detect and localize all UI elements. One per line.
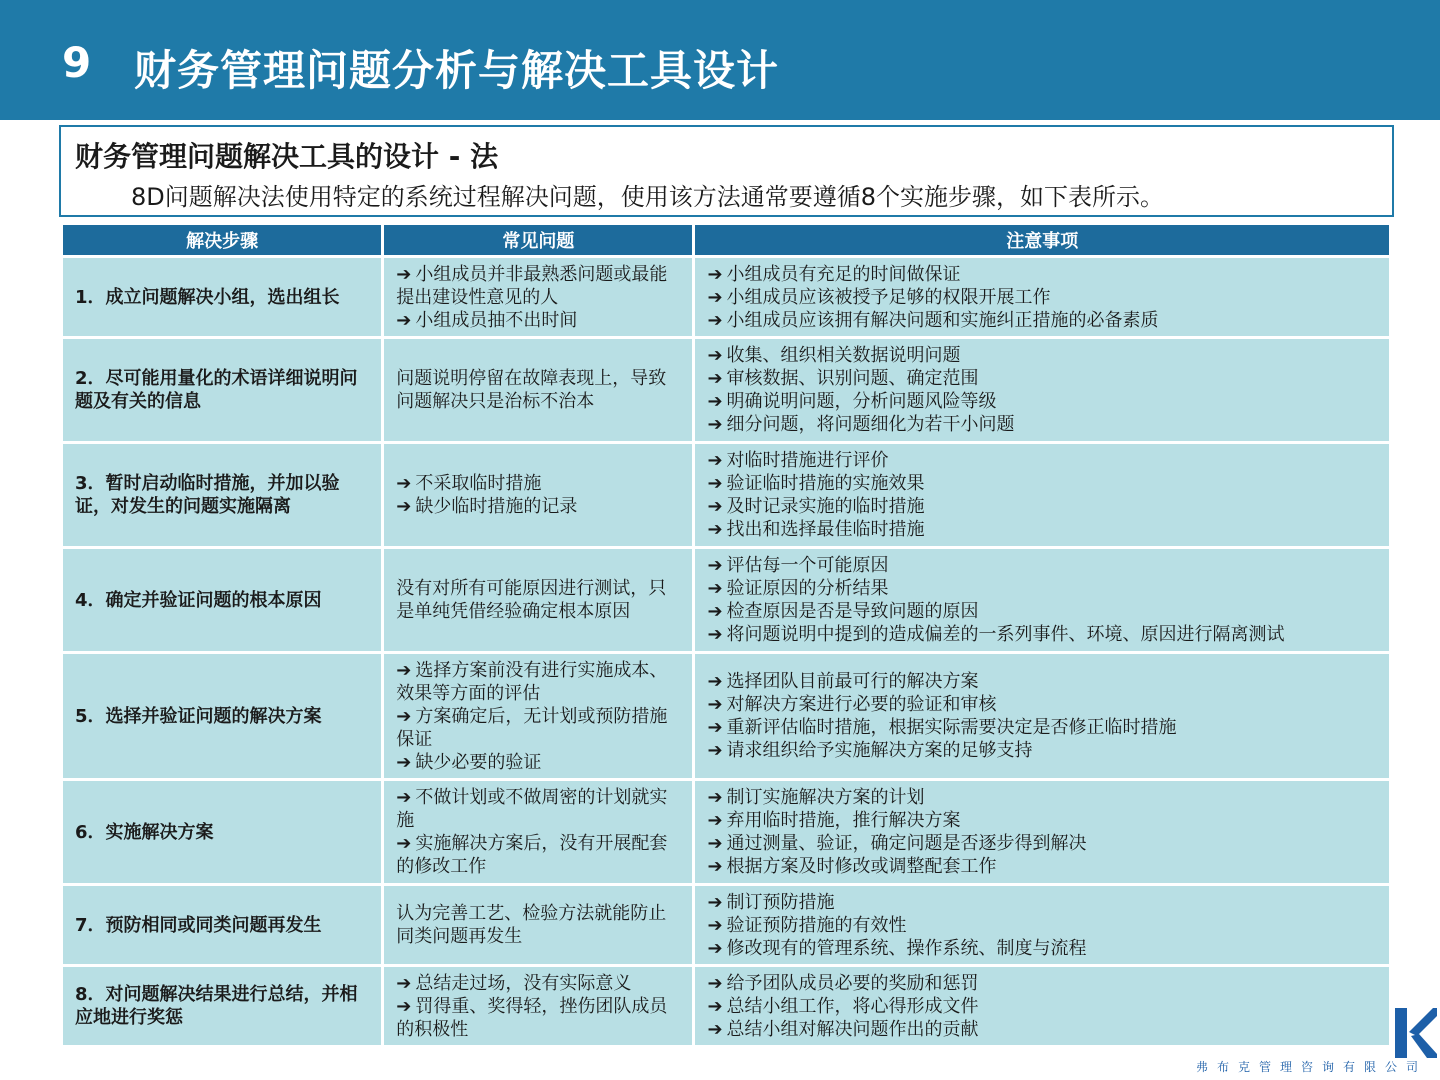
note-item (707, 577, 1377, 600)
note-text: 弃用临时措施，推行解决方案 (726, 810, 961, 831)
arrow-icon: ➔ (707, 473, 723, 494)
step-cell: 8．对问题解决结果进行总结，并相应地进行奖惩 (63, 967, 381, 1045)
note-item (707, 390, 1377, 413)
arrow-icon: ➔ (396, 833, 412, 854)
arrow-icon: ➔ (396, 309, 412, 331)
problem-cell (384, 258, 692, 336)
problem-text: 缺少临时措施的记录 (415, 496, 578, 517)
note-item (707, 554, 1377, 577)
note-text: 找出和选择最佳临时措施 (726, 519, 925, 540)
problem-cell (384, 886, 692, 964)
notes-cell (695, 444, 1389, 546)
column-header-notes: 注意事项 (695, 225, 1389, 255)
note-text: 总结小组对解决问题作出的贡献 (726, 1018, 979, 1040)
note-text: 给予团队成员必要的奖励和惩罚 (726, 972, 979, 994)
intro-text: 8D问题解决法使用特定的系统过程解决问题，使用该方法通常要遵循8个实施步骤，如下表所示。 (131, 183, 1165, 211)
note-item (707, 623, 1377, 646)
arrow-icon: ➔ (707, 810, 723, 831)
problem-item (396, 995, 680, 1041)
arrow-icon: ➔ (707, 309, 723, 331)
arrow-icon: ➔ (707, 787, 723, 808)
note-text: 总结小组工作，将心得形成文件 (726, 995, 979, 1017)
problem-cell (384, 781, 692, 883)
note-item (707, 972, 1377, 995)
column-header-problems: 常见问题 (384, 225, 692, 255)
problem-text: 罚得重、奖得轻，挫伤团队成员的积极性 (396, 995, 668, 1040)
problem-text: 选择方案前没有进行实施成本、效果等方面的评估 (396, 659, 668, 704)
arrow-icon: ➔ (396, 496, 412, 517)
note-item (707, 472, 1377, 495)
arrow-icon: ➔ (707, 601, 723, 622)
problem-cell (384, 654, 692, 778)
notes-cell (695, 339, 1389, 441)
problem-item (396, 786, 680, 832)
step-cell: 6．实施解决方案 (63, 781, 381, 883)
note-item (707, 786, 1377, 809)
arrow-icon: ➔ (707, 391, 723, 412)
arrow-icon: ➔ (707, 414, 723, 435)
notes-cell (695, 258, 1389, 336)
note-text: 细分问题，将问题细化为若干小问题 (726, 414, 1015, 435)
arrow-icon: ➔ (707, 891, 723, 913)
problem-cell (384, 967, 692, 1045)
table-row (63, 654, 1389, 778)
note-item (707, 518, 1377, 541)
note-item (707, 937, 1377, 960)
note-text: 小组成员应该拥有解决问题和实施纠正措施的必备素质 (726, 309, 1159, 331)
note-item (707, 344, 1377, 367)
note-item (707, 914, 1377, 937)
notes-cell (695, 967, 1389, 1045)
table-row (63, 444, 1389, 546)
problem-item (396, 577, 680, 623)
step-cell: 2．尽可能用量化的术语详细说明问题及有关的信息 (63, 339, 381, 441)
problem-text: 小组成员并非最熟悉问题或最能提出建设性意见的人 (396, 263, 668, 308)
problem-cell (384, 339, 692, 441)
note-text: 明确说明问题，分析问题风险等级 (726, 391, 997, 412)
arrow-icon: ➔ (707, 694, 723, 715)
note-text: 验证预防措施的有效性 (726, 914, 907, 936)
column-header-step: 解决步骤 (63, 225, 381, 255)
arrow-icon: ➔ (396, 751, 412, 773)
intro-heading: 财务管理问题解决工具的设计 - 法 (75, 140, 499, 173)
note-text: 对解决方案进行必要的验证和审核 (726, 694, 997, 715)
table-row (63, 258, 1389, 336)
note-text: 验证临时措施的实施效果 (726, 473, 925, 494)
note-text: 选择团队目前最可行的解决方案 (726, 671, 979, 692)
table-row (63, 339, 1389, 441)
note-item (707, 693, 1377, 716)
arrow-icon: ➔ (707, 578, 723, 599)
arrow-icon: ➔ (707, 286, 723, 308)
note-text: 及时记录实施的临时措施 (726, 496, 925, 517)
note-item (707, 1018, 1377, 1041)
problem-item (396, 495, 680, 518)
notes-cell (695, 886, 1389, 964)
problem-item (396, 309, 680, 332)
arrow-icon: ➔ (396, 473, 412, 494)
arrow-icon: ➔ (707, 914, 723, 936)
note-text: 验证原因的分析结果 (726, 578, 889, 599)
note-text: 将问题说明中提到的造成偏差的一系列事件、环境、原因进行隔离测试 (726, 624, 1285, 645)
note-item (707, 309, 1377, 332)
note-item (707, 891, 1377, 914)
arrow-icon: ➔ (396, 705, 412, 727)
note-item (707, 670, 1377, 693)
problem-text: 缺少必要的验证 (415, 751, 542, 773)
arrow-icon: ➔ (396, 995, 412, 1017)
problem-cell (384, 444, 692, 546)
note-text: 修改现有的管理系统、操作系统、制度与流程 (726, 937, 1087, 959)
intro-box (59, 125, 1394, 217)
problem-text: 没有对所有可能原因进行测试，只是单纯凭借经验确定根本原因 (396, 578, 667, 622)
note-text: 根据方案及时修改或调整配套工作 (726, 856, 997, 877)
arrow-icon: ➔ (707, 624, 723, 645)
note-text: 制订预防措施 (726, 891, 835, 913)
table-body (63, 258, 1389, 1045)
note-item (707, 809, 1377, 832)
notes-cell (695, 781, 1389, 883)
table-row (63, 886, 1389, 964)
problem-text: 问题说明停留在故障表现上，导致问题解决只是治标不治本 (396, 368, 667, 412)
arrow-icon: ➔ (707, 345, 723, 366)
note-text: 对临时措施进行评价 (726, 450, 889, 471)
step-cell: 3．暂时启动临时措施，并加以验证，对发生的问题实施隔离 (63, 444, 381, 546)
note-item (707, 600, 1377, 623)
note-item (707, 832, 1377, 855)
problem-text: 小组成员抽不出时间 (415, 309, 578, 331)
step-cell: 1．成立问题解决小组，选出组长 (63, 258, 381, 336)
table-row (63, 781, 1389, 883)
note-item (707, 716, 1377, 739)
note-item (707, 286, 1377, 309)
problem-item (396, 972, 680, 995)
note-text: 评估每一个可能原因 (726, 555, 889, 576)
problem-item (396, 472, 680, 495)
note-item (707, 413, 1377, 436)
arrow-icon: ➔ (707, 671, 723, 692)
note-text: 请求组织给予实施解决方案的足够支持 (726, 740, 1033, 761)
arrow-icon: ➔ (707, 450, 723, 471)
steps-table (60, 222, 1392, 1048)
note-item (707, 367, 1377, 390)
page-title: 财务管理问题分析与解决工具设计 (134, 46, 780, 95)
arrow-icon: ➔ (707, 972, 723, 994)
problem-text: 方案确定后，无计划或预防措施保证 (396, 705, 668, 750)
arrow-icon: ➔ (707, 519, 723, 540)
arrow-icon: ➔ (707, 1018, 723, 1040)
problem-item (396, 659, 680, 705)
note-item (707, 449, 1377, 472)
note-text: 审核数据、识别问题、确定范围 (726, 368, 979, 389)
note-text: 重新评估临时措施，根据实际需要决定是否修正临时措施 (726, 717, 1177, 738)
note-item (707, 855, 1377, 878)
note-item (707, 995, 1377, 1018)
arrow-icon: ➔ (707, 995, 723, 1017)
problem-item (396, 367, 680, 413)
table-row (63, 967, 1389, 1045)
table-header-row (63, 225, 1389, 255)
problem-item (396, 263, 680, 309)
problem-text: 不采取临时措施 (415, 473, 542, 494)
problem-text: 认为完善工艺、检验方法就能防止同类问题再发生 (396, 903, 667, 947)
problem-item (396, 902, 680, 948)
note-item (707, 263, 1377, 286)
notes-cell (695, 549, 1389, 651)
table-row (63, 549, 1389, 651)
note-text: 制订实施解决方案的计划 (726, 787, 925, 808)
arrow-icon: ➔ (707, 368, 723, 389)
problem-item (396, 751, 680, 774)
problem-text: 不做计划或不做周密的计划就实施 (396, 787, 668, 831)
note-text: 收集、组织相关数据说明问题 (726, 345, 961, 366)
arrow-icon: ➔ (396, 659, 412, 681)
arrow-icon: ➔ (396, 972, 412, 994)
note-text: 小组成员有充足的时间做保证 (726, 263, 961, 285)
arrow-icon: ➔ (396, 263, 412, 285)
step-cell: 5．选择并验证问题的解决方案 (63, 654, 381, 778)
problem-item (396, 705, 680, 751)
step-cell: 4．确定并验证问题的根本原因 (63, 549, 381, 651)
problem-item (396, 832, 680, 878)
arrow-icon: ➔ (707, 856, 723, 877)
section-number: 9 (62, 38, 92, 87)
arrow-icon: ➔ (396, 787, 412, 808)
header-bar (0, 0, 1440, 120)
arrow-icon: ➔ (707, 717, 723, 738)
step-cell: 7．预防相同或同类问题再发生 (63, 886, 381, 964)
arrow-icon: ➔ (707, 555, 723, 576)
note-item (707, 739, 1377, 762)
problem-cell (384, 549, 692, 651)
arrow-icon: ➔ (707, 937, 723, 959)
arrow-icon: ➔ (707, 496, 723, 517)
note-text: 检查原因是否是导致问题的原因 (726, 601, 979, 622)
arrow-icon: ➔ (707, 263, 723, 285)
arrow-icon: ➔ (707, 833, 723, 854)
note-text: 通过测量、验证，确定问题是否逐步得到解决 (726, 833, 1087, 854)
note-item (707, 495, 1377, 518)
note-text: 小组成员应该被授予足够的权限开展工作 (726, 286, 1051, 308)
problem-text: 实施解决方案后，没有开展配套的修改工作 (396, 833, 668, 877)
problem-text: 总结走过场，没有实际意义 (415, 972, 632, 994)
k-logo-icon (1393, 1008, 1437, 1058)
arrow-icon: ➔ (707, 740, 723, 761)
company-name: 弗布克管理咨询有限公司 (1196, 1060, 1428, 1074)
notes-cell (695, 654, 1389, 778)
